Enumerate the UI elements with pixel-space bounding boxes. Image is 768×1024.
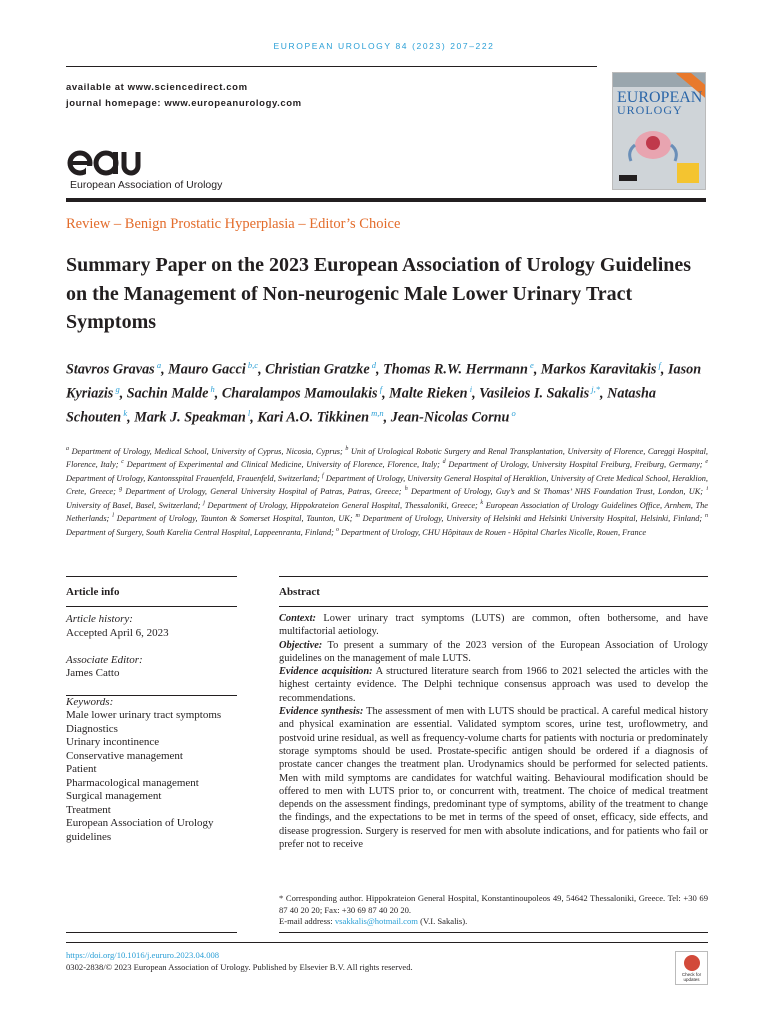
abstract-section-label: Evidence acquisition: (279, 666, 373, 678)
affiliation-text: Department of Urology, University of Helsinki and Helsinki University Hospital, Helsinki, Finland; (359, 514, 706, 524)
cover-illustration-icon (623, 121, 683, 165)
abstract-rule (279, 606, 708, 607)
affiliation-mark: l (112, 513, 114, 520)
top-rule (66, 66, 597, 67)
email-suffix: (V.I. Sakalis). (420, 916, 468, 926)
affiliation-mark: f (322, 472, 324, 479)
running-header: EUROPEAN UROLOGY 84 (2023) 207–222 (273, 41, 495, 51)
abstract-section-text: Lower urinary tract symptoms (LUTS) are common, often bothersome, and have multifactorial aetiology. (279, 613, 708, 638)
author-affiliation-mark: i (467, 383, 473, 394)
eau-organization-name: European Association of Urology (70, 179, 223, 191)
affiliation-text: Department of Surgery, South Karelia Central Hospital, Lappeenranta, Finland; (66, 527, 336, 537)
author-name: Christian Gratzke (265, 361, 370, 378)
affiliation-text: European Association of Urology Guidelines Office, Arnhem, The Netherlands; (66, 500, 708, 524)
affiliation-mark: a (66, 446, 69, 452)
keyword-item: Male lower urinary tract symptoms (66, 709, 222, 721)
cover-title: EUROPEAN (617, 89, 703, 106)
keyword-item: European Association of Urology guidelines (66, 817, 214, 843)
author-affiliation-mark: g (113, 383, 120, 394)
author-affiliation-mark: k (121, 407, 128, 418)
affiliation-text: Department of Urology, Medical School, University of Cyprus, Nicosia, Cyprus; (69, 446, 346, 456)
affiliation-mark: n (705, 513, 709, 520)
article-info-top-rule (66, 576, 237, 577)
header-divider (66, 198, 706, 202)
eau-wordmark-icon (66, 146, 146, 178)
affiliation-mark: g (119, 486, 123, 493)
author-affiliation-mark: j,* (589, 383, 601, 394)
keyword-item: Pharmacological management (66, 776, 199, 789)
abstract-section-text: A structured literature search from 1966 to 2021 selected the articles with the highest certainty evidence. The Delphi technique consensus approach was used to develop the recommendations. (279, 666, 708, 704)
author-name: Markos Karavitakis (540, 361, 657, 378)
affiliation-text: Unit of Urological Robotic Surgery and Renal Transplantation, University of Florence, Careggi Hospital, Florence, Italy; (66, 446, 708, 470)
author-list: Stavros Gravas $^a$, Mauro Gacci $^{b,c}$, Christian Gratzke $^d$, Thomas R.W. Herrmann $^e$, Markos Karavitakis $^f$, Iason Kyriazis $^g$, Sachin Malde $^h$, Charalampos Mamoulakis $^f$, Malte Rieken $^i$, Vasileios I. Sakalis $^{j,*}$, Natasha Schouten $^k$, Mark J. Speakman $^l$, Kari A.O. Tikkinen $^{m,n}$, Jean-Nicolas Cornu $^o$ (66, 360, 702, 426)
abstract-bottom-rule (279, 932, 708, 933)
keyword-item: Surgical management (66, 790, 162, 802)
affiliation-mark: j (203, 499, 205, 506)
author-name: Sachin Malde (126, 385, 209, 402)
author-affiliation-mark: f (656, 360, 661, 370)
author-name: Vasileios I. Sakalis (479, 385, 590, 402)
abstract-section-label: Evidence synthesis: (279, 706, 364, 718)
author-name: Kari A.O. Tikkinen (257, 409, 370, 426)
affiliation-text: Department of Urology, University Hospital Freiburg, Freiburg, Germany; (445, 460, 706, 470)
article-category: Review – Benign Prostatic Hyperplasia – Editor’s Choice (66, 216, 401, 232)
check-for-updates-button[interactable] (675, 951, 708, 985)
affiliation-text: Department of Urology, University General Hospital of Heraklion, University of Crete Medical School, Heraklion, Crete, Greece; (66, 473, 708, 497)
affiliation-text: Department of Urology, Guy’s and St Thomas’ NHS Foundation Trust, London, UK; (407, 487, 707, 497)
keyword-item: Patient (66, 763, 97, 775)
affiliation-mark: k (480, 499, 484, 506)
author-affiliation-mark: e (527, 360, 534, 370)
affiliation-mark: h (404, 486, 408, 493)
affiliation-mark: e (705, 459, 708, 466)
author-name: Stavros Gravas (66, 361, 155, 378)
abstract-section (279, 612, 708, 639)
accepted-date: Accepted April 6, 2023 (66, 627, 169, 639)
abstract-body (279, 612, 708, 851)
keyword-item: Diagnostics (66, 722, 118, 735)
footer-rule (66, 942, 708, 943)
associate-editor: James Catto (66, 667, 120, 679)
author-name: Iason Kyriazis (66, 361, 702, 402)
check-for-updates-label: Check for updates (681, 972, 702, 982)
affiliation-mark: c (121, 459, 124, 466)
associate-editor-label: Associate Editor: (66, 654, 143, 666)
email-link[interactable]: vsakkalis@hotmail.com (334, 916, 418, 926)
affiliation-text: University of Basel, Basel, Switzerland; (66, 500, 204, 510)
affiliation-text: Department of Urology, General University Hospital of Patras, Patras, Greece; (122, 487, 405, 497)
article-history-label: Article history: (66, 613, 133, 625)
keywords-label: Keywords: (66, 696, 114, 708)
affiliation-mark: i (706, 486, 708, 493)
author-name: Mark J. Speakman (134, 409, 246, 426)
author-affiliation-mark: a (154, 360, 162, 370)
author-affiliation-mark: h (208, 383, 215, 394)
abstract-section (279, 639, 708, 666)
article-title: Summary Paper on the 2023 European Association of Urology Guidelines on the Management of Non-neurogenic Male Lower Urinary Tract Symptoms (66, 254, 692, 333)
check-for-updates-icon (684, 955, 700, 971)
author-name: Jean-Nicolas Cornu (390, 409, 510, 426)
affiliation-mark: m (355, 513, 360, 520)
abstract-section-label: Objective: (279, 639, 323, 651)
author-affiliation-mark: m,n (369, 407, 384, 418)
keyword-item: Treatment (66, 803, 111, 816)
author-affiliation-mark: b,c (245, 360, 259, 370)
author-affiliation-mark: f (377, 383, 383, 394)
author-affiliation-mark: l (245, 407, 251, 418)
author-affiliation-mark: o (509, 407, 516, 418)
abstract-section-text: To present a summary of the 2023 version of the European Association of Urology guidelines on the management of male LUTS. (279, 639, 708, 664)
doi-link[interactable]: https://doi.org/10.1016/j.eururo.2023.04.008 (66, 950, 220, 960)
author-name: Mauro Gacci (168, 361, 246, 378)
corresponding-author-note (279, 893, 708, 928)
copyright-line: 0302-2838/© 2023 European Association of Urology. Published by Elsevier B.V. All rights reserved. (66, 962, 413, 972)
abstract-section (279, 665, 708, 705)
author-name: Natasha Schouten (66, 385, 657, 426)
affiliation-mark: b (345, 446, 349, 452)
author-affiliation-mark: d (369, 360, 377, 370)
author-name: Malte Rieken (389, 385, 468, 402)
abstract-top-rule (279, 576, 708, 577)
available-at: available at www.sciencedirect.com (66, 82, 248, 93)
keyword-list (66, 709, 241, 844)
article-info-bottom-rule (66, 932, 237, 933)
abstract-section (279, 705, 708, 851)
affiliation-text: Department of Urology, Taunton & Somerset Hospital, Taunton, UK; (113, 514, 356, 524)
abstract-heading: Abstract (279, 586, 320, 598)
affiliation-text: Department of Urology, Kantonsspital Frauenfeld, Frauenfeld, Switzerland; (66, 473, 323, 483)
affiliation-text: Department of Urology, CHU Hôpitaux de Rouen - Hôpital Charles Nicolle, Rouen, France (338, 527, 647, 537)
journal-cover-image: EUROPEAN UROLOGY (612, 72, 706, 190)
keyword-item: Conservative management (66, 749, 183, 762)
article-info-heading: Article info (66, 586, 120, 598)
author-name: Thomas R.W. Herrmann (383, 361, 528, 378)
abstract-section-label: Context: (279, 613, 316, 624)
affiliations (66, 444, 708, 538)
affiliation-mark: o (335, 526, 339, 533)
article-info-rule (66, 606, 237, 607)
correspondence-text: * Corresponding author. Hippokrateion General Hospital, Konstantinoupoleos 49, 54642 Thessaloniki, Greece. Tel: +30 69 87 40 20 20; Fax: +30 69 87 40 20 20. (279, 893, 708, 915)
journal-homepage: journal homepage: www.europeanurology.com (66, 98, 302, 109)
email-label: E-mail address: (279, 916, 333, 926)
affiliation-text: Department of Urology, Hippokrateion General Hospital, Thessaloniki, Greece; (204, 500, 481, 510)
keyword-item: Urinary incontinence (66, 736, 160, 748)
abstract-section-text: The assessment of men with LUTS should be practical. A careful medical history and physical examination are essential. Validated symptom scores, urine test, uroflowmetry, and postvoid urine residual, as well as frequency-volume charts for patients with nocturia or predominately storage symptoms should be used. Prostate-specific antigen should be ordered if a diagnosis of prostate cancer changes the treatment plan. Urodynamics should be performed for selected patients. Men with mild symptoms are candidates for watchful waiting. Behavioural modification should be offered to men with LUTS prior to, or concurrent with, treatment. The choice of medical treatment depends on the assessment findings, predominant type of symptoms, ability of the treatment to change the findings, and the expectations to be met in terms of the speed of onset, efficacy, side effects, and disease progression. Surgery is reserved for men with absolute indications, and for patients who fail or prefer not to receive (279, 706, 709, 851)
affiliation-mark: d (442, 459, 446, 466)
author-name: Charalampos Mamoulakis (221, 385, 378, 402)
affiliation-text: Department of Experimental and Clinical Medicine, University of Florence, Florence, Italy; (123, 460, 443, 470)
